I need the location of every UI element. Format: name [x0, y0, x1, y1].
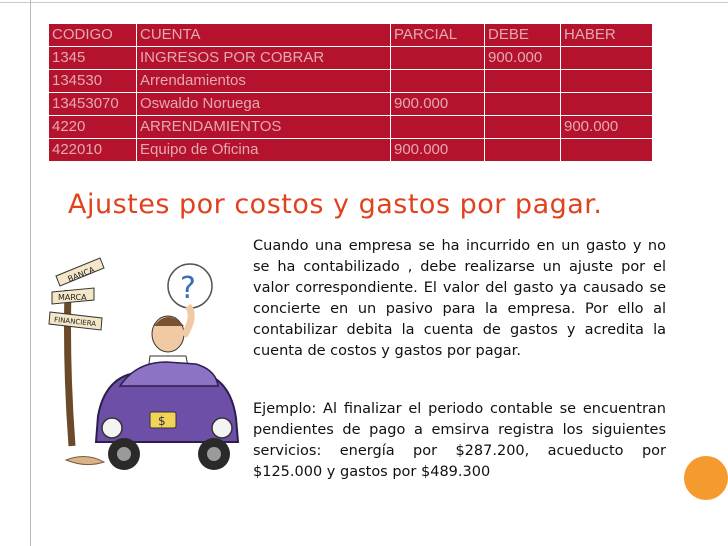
- table-cell: 13453070: [49, 93, 137, 116]
- header-cell: PARCIAL: [391, 24, 485, 47]
- table-cell: [485, 116, 561, 139]
- example-paragraph: Ejemplo: Al finalizar el periodo contable se encuentran pendientes de pago a emsirva registra los siguientes servicios: energía por $287.200, acueducto por $125.000 y gastos por $489.300: [253, 401, 666, 480]
- table-cell: [561, 47, 653, 70]
- table-row: [49, 70, 653, 93]
- slide-title: Ajustes por costos y gastos por pagar.: [68, 189, 603, 220]
- svg-text:BANCA: BANCA: [66, 265, 96, 284]
- table-cell: 1345: [49, 47, 137, 70]
- table-cell: 900.000: [485, 47, 561, 70]
- table-cell: 134530: [49, 70, 137, 93]
- car-signpost-illustration: [46, 246, 246, 478]
- table-cell: [561, 70, 653, 93]
- body-paragraph: Cuando una empresa se ha incurrido en un gasto y no se ha contabilizado , debe realizarse un ajuste por el valor correspondiente. El valor del gasto ya causado se concierte en un pasivo para la empresa. Por ello al contabilizar debita la cuenta de gastos y acredita la cuenta de costos y gastos por pagar.: [253, 238, 666, 359]
- table-cell: [485, 70, 561, 93]
- table-cell: 900.000: [391, 93, 485, 116]
- table-cell: [391, 116, 485, 139]
- table-cell: [485, 139, 561, 162]
- purple-car: [66, 362, 238, 470]
- header-cell: HABER: [561, 24, 653, 47]
- header-cell: DEBE: [485, 24, 561, 47]
- table-cell: [485, 93, 561, 116]
- ledger-table: [48, 23, 653, 162]
- table-header-row: [49, 24, 653, 47]
- table-row: [49, 116, 653, 139]
- table-cell: 900.000: [561, 116, 653, 139]
- table-cell: ARRENDAMIENTOS: [137, 116, 391, 139]
- table-cell: 900.000: [391, 139, 485, 162]
- decorative-orange-circle: [684, 456, 728, 500]
- question-bubble-icon: [168, 264, 212, 308]
- sign-banca: [56, 258, 104, 286]
- svg-text:MARCA: MARCA: [58, 293, 87, 302]
- table-cell: Oswaldo Noruega: [137, 93, 391, 116]
- table-cell: [391, 70, 485, 93]
- header-cell: CUENTA: [137, 24, 391, 47]
- table-cell: 422010: [49, 139, 137, 162]
- table-row: [49, 139, 653, 162]
- top-rule: [0, 2, 728, 3]
- table-cell: Equipo de Oficina: [137, 139, 391, 162]
- sign-marca: [52, 288, 94, 304]
- table-cell: [561, 93, 653, 116]
- left-rule: [30, 0, 31, 546]
- table-row: [49, 93, 653, 116]
- svg-text:$: $: [158, 414, 166, 428]
- table-cell: [561, 139, 653, 162]
- svg-text:?: ?: [180, 271, 196, 306]
- header-cell: CODIGO: [49, 24, 137, 47]
- table-row: [49, 47, 653, 70]
- table-cell: Arrendamientos: [137, 70, 391, 93]
- table-cell: 4220: [49, 116, 137, 139]
- table-cell: INGRESOS POR COBRAR: [137, 47, 391, 70]
- table-cell: [391, 47, 485, 70]
- svg-text:FINANCIERA: FINANCIERA: [53, 315, 97, 329]
- sign-financiera: [49, 312, 102, 330]
